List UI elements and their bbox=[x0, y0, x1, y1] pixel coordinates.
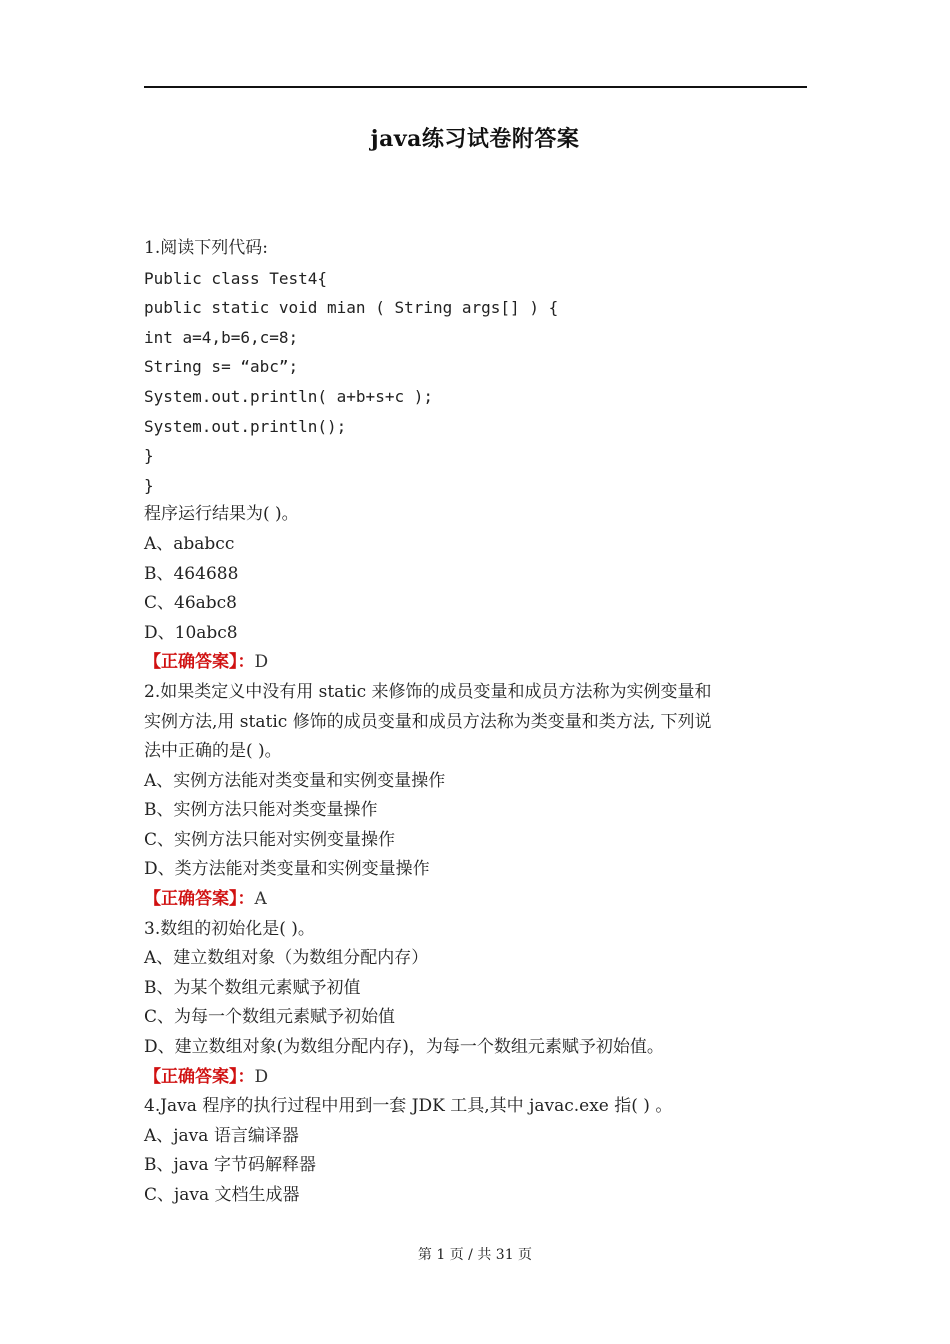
q3-option-a: A、建立数组对象（为数组分配内存） bbox=[144, 948, 429, 969]
answer-label: 【正确答案】： bbox=[144, 1066, 255, 1087]
q3-option-d: D、建立数组对象(为数组分配内存)，为每一个数组元素赋予初始值。 bbox=[144, 1037, 664, 1058]
page-title: java练习试卷附答案 bbox=[370, 126, 580, 152]
q1-code-line: } bbox=[144, 446, 154, 466]
q2-answer bbox=[144, 885, 814, 915]
q1-option-a: A、ababcc bbox=[144, 533, 235, 554]
q1-option-c: C、46abc8 bbox=[144, 593, 237, 614]
q4-stem: 4.Java 程序的执行过程中用到一套 JDK 工具,其中 javac.exe 指( ) 。 bbox=[144, 1096, 673, 1117]
q4-option-a: A、java 语言编译器 bbox=[144, 1125, 299, 1146]
q3-option-b: B、为某个数组元素赋予初值 bbox=[144, 977, 361, 998]
q2-stem-line: 实例方法,用 static 修饰的成员变量和成员方法称为类变量和类方法, 下列说 bbox=[144, 711, 712, 732]
q1-code-line: public static void mian ( String args[] ) { bbox=[144, 298, 559, 318]
q4-option-c: C、java 文档生成器 bbox=[144, 1185, 300, 1205]
q4-option-b: B、java 字节码解释器 bbox=[144, 1155, 317, 1176]
q3-stem: 3.数组的初始化是( )。 bbox=[144, 918, 315, 939]
q1-code-line: int a=4,b=6,c=8; bbox=[144, 327, 299, 347]
q2-option-d: D、类方法能对类变量和实例变量操作 bbox=[144, 859, 430, 880]
answer-label: 【正确答案】： bbox=[144, 889, 255, 910]
q1-code-line: String s= “abc”; bbox=[144, 357, 299, 377]
q1-option-d: D、10abc8 bbox=[144, 622, 238, 643]
q1-code-line: } bbox=[144, 475, 154, 495]
q2-stem-line: 2.如果类定义中没有用 static 来修饰的成员变量和成员方法称为实例变量和 bbox=[144, 681, 712, 702]
q1-code-line: Public class Test4{ bbox=[144, 268, 328, 288]
q3-answer-value: D bbox=[254, 1066, 269, 1087]
q1-stem: 1.阅读下列代码: bbox=[144, 238, 268, 258]
answer-label: 【正确答案】： bbox=[144, 652, 255, 673]
q1-answer bbox=[144, 648, 814, 678]
q1-code-line: System.out.println( a+b+s+c ); bbox=[144, 386, 433, 406]
q1-prompt: 程序运行结果为( )。 bbox=[144, 504, 299, 525]
header-rule bbox=[144, 86, 807, 88]
q2-answer-value: A bbox=[254, 889, 267, 910]
q3-option-c: C、为每一个数组元素赋予初始值 bbox=[144, 1007, 396, 1028]
q2-option-a: A、实例方法能对类变量和实例变量操作 bbox=[144, 770, 446, 791]
document-body bbox=[144, 234, 814, 1211]
q1-code-line: System.out.println(); bbox=[144, 416, 347, 436]
q1-answer-value: D bbox=[254, 652, 269, 673]
q2-option-c: C、实例方法只能对实例变量操作 bbox=[144, 829, 396, 850]
q3-answer bbox=[144, 1063, 814, 1093]
q2-option-b: B、实例方法只能对类变量操作 bbox=[144, 800, 378, 821]
q2-stem-line: 法中正确的是( )。 bbox=[144, 741, 282, 762]
page-footer: 第 1 页 / 共 31 页 bbox=[417, 1247, 533, 1263]
q1-option-b: B、464688 bbox=[144, 563, 239, 584]
